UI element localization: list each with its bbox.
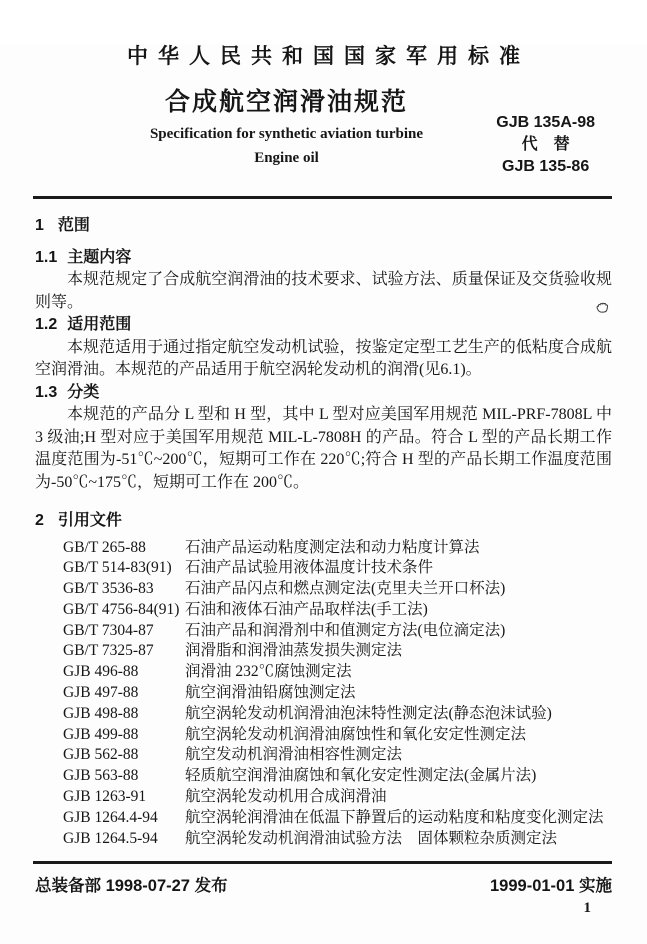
section-1-1-heading — [35, 247, 612, 270]
reference-code: GJB 1264.4-94 — [63, 808, 158, 826]
reference-code: GB/T 4756-84(91) — [63, 600, 180, 618]
reference-code: GB/T 514-83(91) — [63, 559, 172, 577]
reference-row — [63, 538, 612, 559]
reference-code: GJB 496-88 — [63, 663, 139, 681]
reference-title: 航空涡轮润滑油在低温下静置后的运动粘度和粘度变化测定法 — [185, 808, 604, 826]
reference-title: 石油产品闪点和燃点测定法(克里夫兰开口杯法) — [185, 580, 506, 598]
section-1-2-paragraph: 本规范适用于通过指定航空发动机试验，按鉴定定型工艺生产的低粘度合成航空润滑油。本规范的产品适用于航空涡轮发动机的润滑(见6.1)。 — [35, 338, 612, 378]
section-1-3-heading — [35, 382, 612, 405]
section-title: 适用范围 — [67, 316, 132, 333]
document-title-cn: 合成航空润滑油规范 — [164, 88, 408, 116]
section-number: 2 — [35, 512, 44, 529]
reference-title: 润滑脂和润滑油蒸发损失测定法 — [185, 642, 403, 660]
document-body — [35, 215, 612, 849]
reference-row — [63, 745, 612, 766]
reference-row — [63, 766, 612, 787]
reference-title: 航空润滑油铅腐蚀测定法 — [185, 684, 356, 702]
implementation-notice: 1999-01-01 实施 — [490, 877, 612, 895]
standard-number: GJB 135A-98 — [496, 114, 595, 131]
section-1-1-paragraph: 本规范规定了合成航空润滑油的技术要求、试验方法、质量保证及交货验收规则等。 — [35, 271, 612, 311]
section-title: 范围 — [57, 217, 90, 234]
reference-title: 航空涡轮发动机用合成润滑油 — [185, 788, 387, 806]
document-title-en-line1: Specification for synthetic aviation turbine — [149, 126, 424, 142]
reference-row — [63, 558, 612, 579]
reference-code: GB/T 7325-87 — [63, 642, 154, 660]
reference-row — [63, 641, 612, 662]
reference-code: GJB 1264.5-94 — [63, 829, 158, 847]
section-1-heading — [35, 215, 612, 238]
reference-code: GJB 562-88 — [63, 746, 139, 764]
reference-code: GJB 499-88 — [63, 725, 139, 743]
section-title: 主题内容 — [67, 248, 132, 266]
reference-code: GJB 497-88 — [63, 684, 139, 702]
reference-row — [63, 662, 612, 683]
references-list — [63, 538, 612, 850]
issue-notice: 总装备部 1998-07-27 发布 — [35, 877, 228, 895]
section-number: 1.3 — [35, 383, 58, 401]
reference-code: GB/T 3536-83 — [63, 580, 154, 598]
reference-title: 石油产品运动粘度测定法和动力粘度计算法 — [185, 538, 480, 556]
reference-row — [63, 683, 612, 704]
supersede-label: 代 替 — [521, 136, 570, 153]
reference-title: 润滑油 232℃腐蚀测定法 — [185, 663, 352, 681]
page-number: 1 — [583, 900, 591, 916]
reference-title: 航空涡轮发动机润滑油泡沫特性测定法(静态泡沫试验) — [185, 704, 552, 722]
reference-title: 航空涡轮发动机润滑油试验方法 固体颗粒杂质测定法 — [185, 829, 558, 847]
footer — [35, 875, 612, 897]
section-number: 1.2 — [35, 316, 58, 333]
reference-code: GJB 498-88 — [63, 704, 139, 722]
reference-code: GJB 563-88 — [63, 767, 139, 785]
section-title: 分类 — [67, 383, 100, 401]
reference-row — [63, 725, 612, 746]
section-2-heading — [35, 510, 612, 533]
reference-code: GB/T 7304-87 — [63, 621, 154, 639]
reference-title: 航空涡轮发动机润滑油腐蚀性和氧化安定性测定法 — [185, 725, 527, 743]
reference-row — [63, 808, 612, 829]
reference-title: 航空发动机润滑油相容性测定法 — [185, 746, 403, 764]
reference-row — [63, 829, 612, 850]
reference-row — [63, 787, 612, 808]
superseded-number: GJB 135-86 — [502, 158, 590, 175]
reference-title: 石油产品和润滑剂中和值测定方法(电位滴定法) — [185, 621, 506, 639]
reference-title: 石油产品试验用液体温度计技术条件 — [185, 559, 434, 577]
reference-row — [63, 621, 612, 642]
section-number: 1.1 — [35, 248, 58, 266]
section-number: 1 — [35, 217, 44, 234]
standard-banner: 中华人民共和国国家军用标准 — [127, 45, 530, 68]
section-1-3-paragraph: 本规范的产品分 L 型和 H 型，其中 L 型对应美国军用规范 MIL-PRF-7808L 中 3 级油;H 型对应于美国军用规范 MIL-L-7808H 的产品。符合 L 型的产品长期工作温度范围为-51℃~200℃，短期可工作在 220℃;符合 H 型的产品长期工作温度范围为-50℃~175℃，短期可工作在 200℃。 — [35, 406, 612, 491]
document-title-en-line2: Engine oil — [254, 150, 319, 166]
header-divider — [33, 196, 612, 199]
reference-row — [63, 579, 612, 600]
section-title: 引用文件 — [57, 512, 122, 529]
reference-row — [63, 600, 612, 621]
standard-number-block — [496, 112, 595, 178]
reference-code: GB/T 265-88 — [63, 538, 146, 556]
document-page — [0, 44, 647, 944]
reference-row — [63, 704, 612, 725]
footer-divider — [33, 861, 612, 864]
section-1-2-heading — [35, 314, 612, 337]
reference-title: 轻质航空润滑油腐蚀和氧化安定性测定法(金属片法) — [185, 767, 537, 785]
reference-code: GJB 1263-91 — [63, 788, 147, 806]
reference-title: 石油和液体石油产品取样法(手工法) — [185, 600, 428, 618]
grab-hand-cursor-icon — [594, 299, 611, 315]
title-block — [0, 86, 647, 175]
